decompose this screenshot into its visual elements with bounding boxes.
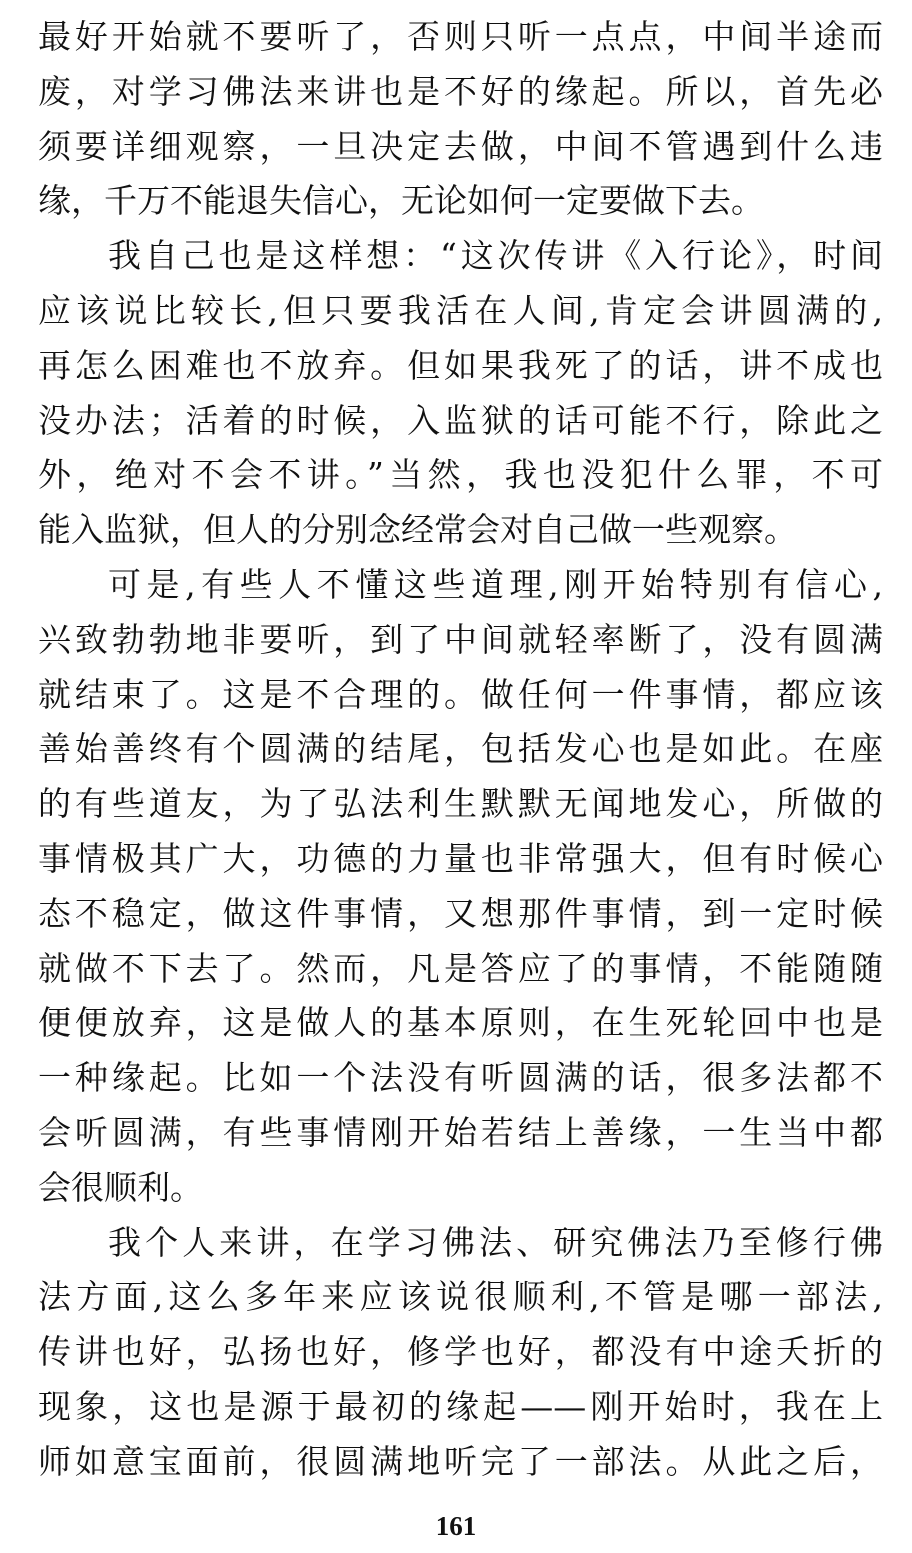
text-line: 一种缘起。比如一个法没有听圆满的话，很多法都不	[38, 1058, 883, 1098]
text-line: 法方面,这么多年来应该说很顺利,不管是哪一部法,	[38, 1277, 883, 1317]
text-line: 再怎么困难也不放弃。但如果我死了的话，讲不成也	[38, 345, 883, 385]
text-line: 师如意宝面前，很圆满地听完了一部法。从此之后，	[38, 1441, 883, 1481]
text-line: 兴致勃勃地非要听，到了中间就轻率断了，没有圆满	[38, 619, 883, 659]
text-line: 能入监狱，但人的分别念经常会对自己做一些观察。	[38, 510, 797, 550]
text-line: 没办法；活着的时候，入监狱的话可能不行，除此之	[38, 400, 883, 440]
text-line: 废，对学习佛法来讲也是不好的缘起。所以，首先必	[38, 71, 883, 111]
paragraph-first-line: 可是,有些人不懂这些道理,刚开始特别有信心,	[108, 564, 883, 604]
text-line: 善始善终有个圆满的结尾，包括发心也是如此。在座	[38, 729, 883, 769]
text-line: 现象，这也是源于最初的缘起——刚开始时，我在上	[38, 1386, 883, 1426]
paragraph-first-line: 我个人来讲，在学习佛法、研究佛法乃至修行佛	[108, 1222, 883, 1262]
text-line: 外，绝对不会不讲。”当然，我也没犯什么罪，不可	[38, 455, 883, 495]
page-number: 161	[435, 1511, 477, 1541]
text-line: 应该说比较长,但只要我活在人间,肯定会讲圆满的,	[38, 290, 883, 330]
text-line: 态不稳定，做这件事情，又想那件事情，到一定时候	[38, 893, 883, 933]
book-page-text	[38, 10, 883, 1490]
paragraph-first-line: 我自己也是这样想：“这次传讲《入行论》，时间	[108, 236, 883, 276]
text-line: 就结束了。这是不合理的。做任何一件事情，都应该	[38, 674, 883, 714]
text-line: 传讲也好，弘扬也好，修学也好，都没有中途夭折的	[38, 1332, 883, 1372]
text-line: 事情极其广大，功德的力量也非常强大，但有时候心	[38, 838, 883, 878]
text-line: 会很顺利。	[38, 1167, 203, 1207]
text-line: 须要详细观察，一旦决定去做，中间不管遇到什么违	[38, 126, 883, 166]
text-line: 最好开始就不要听了，否则只听一点点，中间半途而	[38, 17, 883, 56]
text-line: 的有些道友，为了弘法利生默默无闻地发心，所做的	[38, 784, 883, 824]
text-line: 缘，千万不能退失信心，无论如何一定要做下去。	[38, 181, 764, 221]
text-line: 就做不下去了。然而，凡是答应了的事情，不能随随	[38, 948, 883, 988]
text-line: 会听圆满，有些事情刚开始若结上善缘，一生当中都	[38, 1112, 883, 1152]
text-line: 便便放弃，这是做人的基本原则，在生死轮回中也是	[38, 1003, 883, 1043]
